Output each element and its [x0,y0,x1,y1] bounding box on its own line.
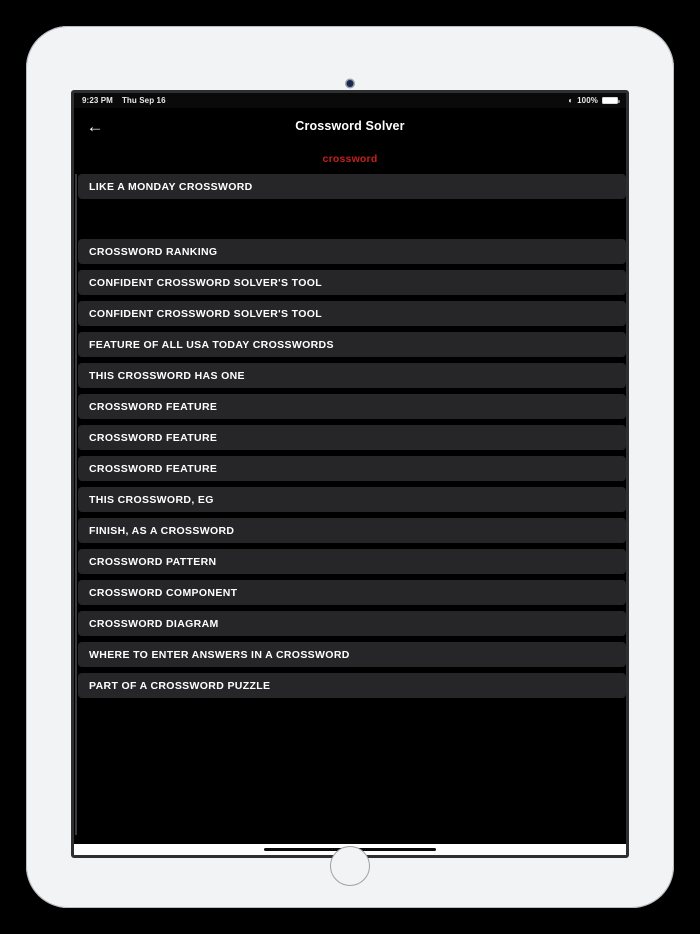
status-bar [74,93,626,108]
results-list [78,174,626,704]
wifi-icon: ◐ [568,95,574,105]
result-row[interactable]: FEATURE OF ALL USA TODAY CROSSWORDS [78,332,626,357]
result-row[interactable]: CROSSWORD PATTERN [78,549,626,574]
results-scroll-area[interactable] [74,174,626,835]
front-camera-icon [347,80,354,87]
result-row[interactable]: WHERE TO ENTER ANSWERS IN A CROSSWORD [78,642,626,667]
result-row[interactable]: FINISH, AS A CROSSWORD [78,518,626,543]
status-date: Thu Sep 16 [121,96,166,105]
result-row[interactable]: CROSSWORD COMPONENT [78,580,626,605]
device-screen [71,90,629,858]
home-button[interactable] [330,846,370,886]
result-row[interactable]: CROSSWORD FEATURE [78,456,626,481]
search-query-text: crossword [322,153,378,165]
result-row[interactable]: THIS CROSSWORD HAS ONE [78,363,626,388]
result-row[interactable]: CROSSWORD RANKING [78,239,626,264]
result-row[interactable]: PART OF A CROSSWORD PUZZLE [78,673,626,698]
battery-percent-label: 100% [577,96,598,105]
arrow-left-icon: ← [86,116,104,136]
tablet-device-frame [26,26,674,908]
result-row-blank [78,205,626,233]
app-bar [74,108,626,144]
result-row[interactable]: LIKE A MONDAY CROSSWORD [78,174,626,199]
search-query-row [74,144,626,174]
status-time: 9:23 PM [82,96,113,105]
result-row[interactable]: CROSSWORD FEATURE [78,425,626,450]
vertical-scrollbar[interactable] [75,174,77,835]
result-row[interactable]: CONFIDENT CROSSWORD SOLVER'S TOOL [78,301,626,326]
status-bar-left [82,96,166,105]
result-row[interactable]: CONFIDENT CROSSWORD SOLVER'S TOOL [78,270,626,295]
result-row[interactable]: CROSSWORD DIAGRAM [78,611,626,636]
result-row[interactable]: THIS CROSSWORD, EG [78,487,626,512]
battery-icon [602,97,618,105]
page-title: Crossword Solver [295,119,405,133]
status-bar-right [568,96,618,105]
result-row[interactable]: CROSSWORD FEATURE [78,394,626,419]
back-button[interactable] [84,115,106,137]
